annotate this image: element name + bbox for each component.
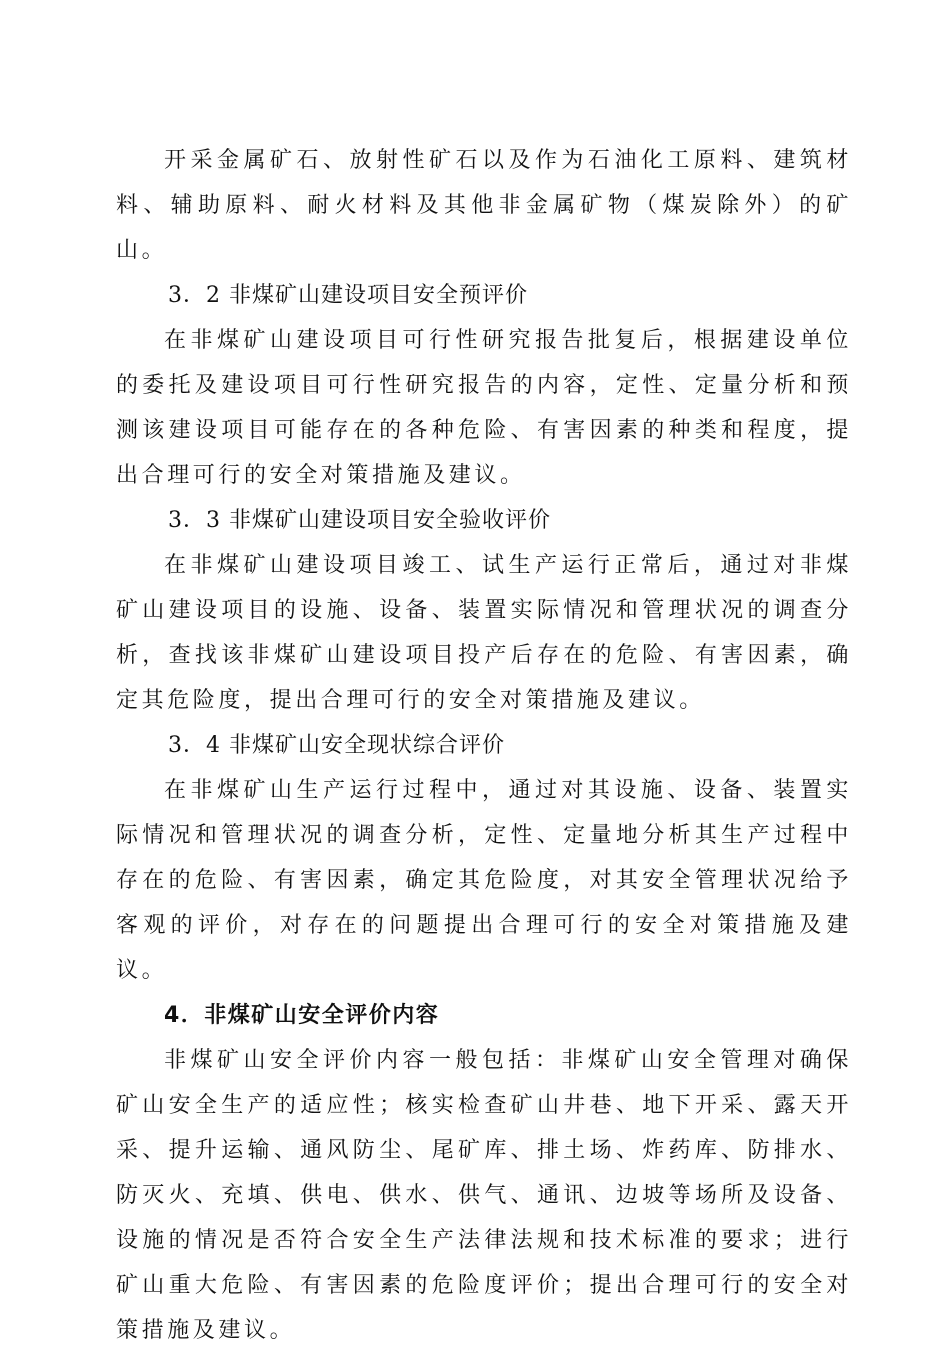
section-heading-3-2: 3．2 非煤矿山建设项目安全预评价 [168,283,528,308]
document-body [116,138,852,1353]
paragraph-intro: 开采金属矿石、放射性矿石以及作为石油化工原料、建筑材料、辅助原料、耐火材料及其他非金属矿物（煤炭除外）的矿山。 [116,148,852,263]
paragraph-4: 非煤矿山安全评价内容一般包括：非煤矿山安全管理对确保矿山安全生产的适应性；核实检查矿山井巷、地下开采、露天开采、提升运输、通风防尘、尾矿库、排土场、炸药库、防排水、防灭火、充填、供电、供水、供气、通讯、边坡等场所及设备、设施的情况是否符合安全生产法律法规和技术标准的要求；进行矿山重大危险、有害因素的危险度评价；提出合理可行的安全对策措施及建议。 [116,1048,852,1343]
paragraph-3-2: 在非煤矿山建设项目可行性研究报告批复后，根据建设单位的委托及建设项目可行性研究报告的内容，定性、定量分析和预测该建设项目可能存在的各种危险、有害因素的种类和程度，提出合理可行的安全对策措施及建议。 [116,328,852,488]
section-heading-4: 4．非煤矿山安全评价内容 [164,1003,440,1028]
paragraph-3-3: 在非煤矿山建设项目竣工、试生产运行正常后，通过对非煤矿山建设项目的设施、设备、装置实际情况和管理状况的调查分析，查找该非煤矿山建设项目投产后存在的危险、有害因素，确定其危险度，提出合理可行的安全对策措施及建议。 [116,553,852,713]
section-heading-3-3: 3．3 非煤矿山建设项目安全验收评价 [168,508,551,533]
paragraph-3-4: 在非煤矿山生产运行过程中，通过对其设施、设备、装置实际情况和管理状况的调查分析，定性、定量地分析其生产过程中存在的危险、有害因素，确定其危险度，对其安全管理状况给予客观的评价，对存在的问题提出合理可行的安全对策措施及建议。 [116,778,852,983]
section-heading-3-4: 3．4 非煤矿山安全现状综合评价 [168,733,505,758]
